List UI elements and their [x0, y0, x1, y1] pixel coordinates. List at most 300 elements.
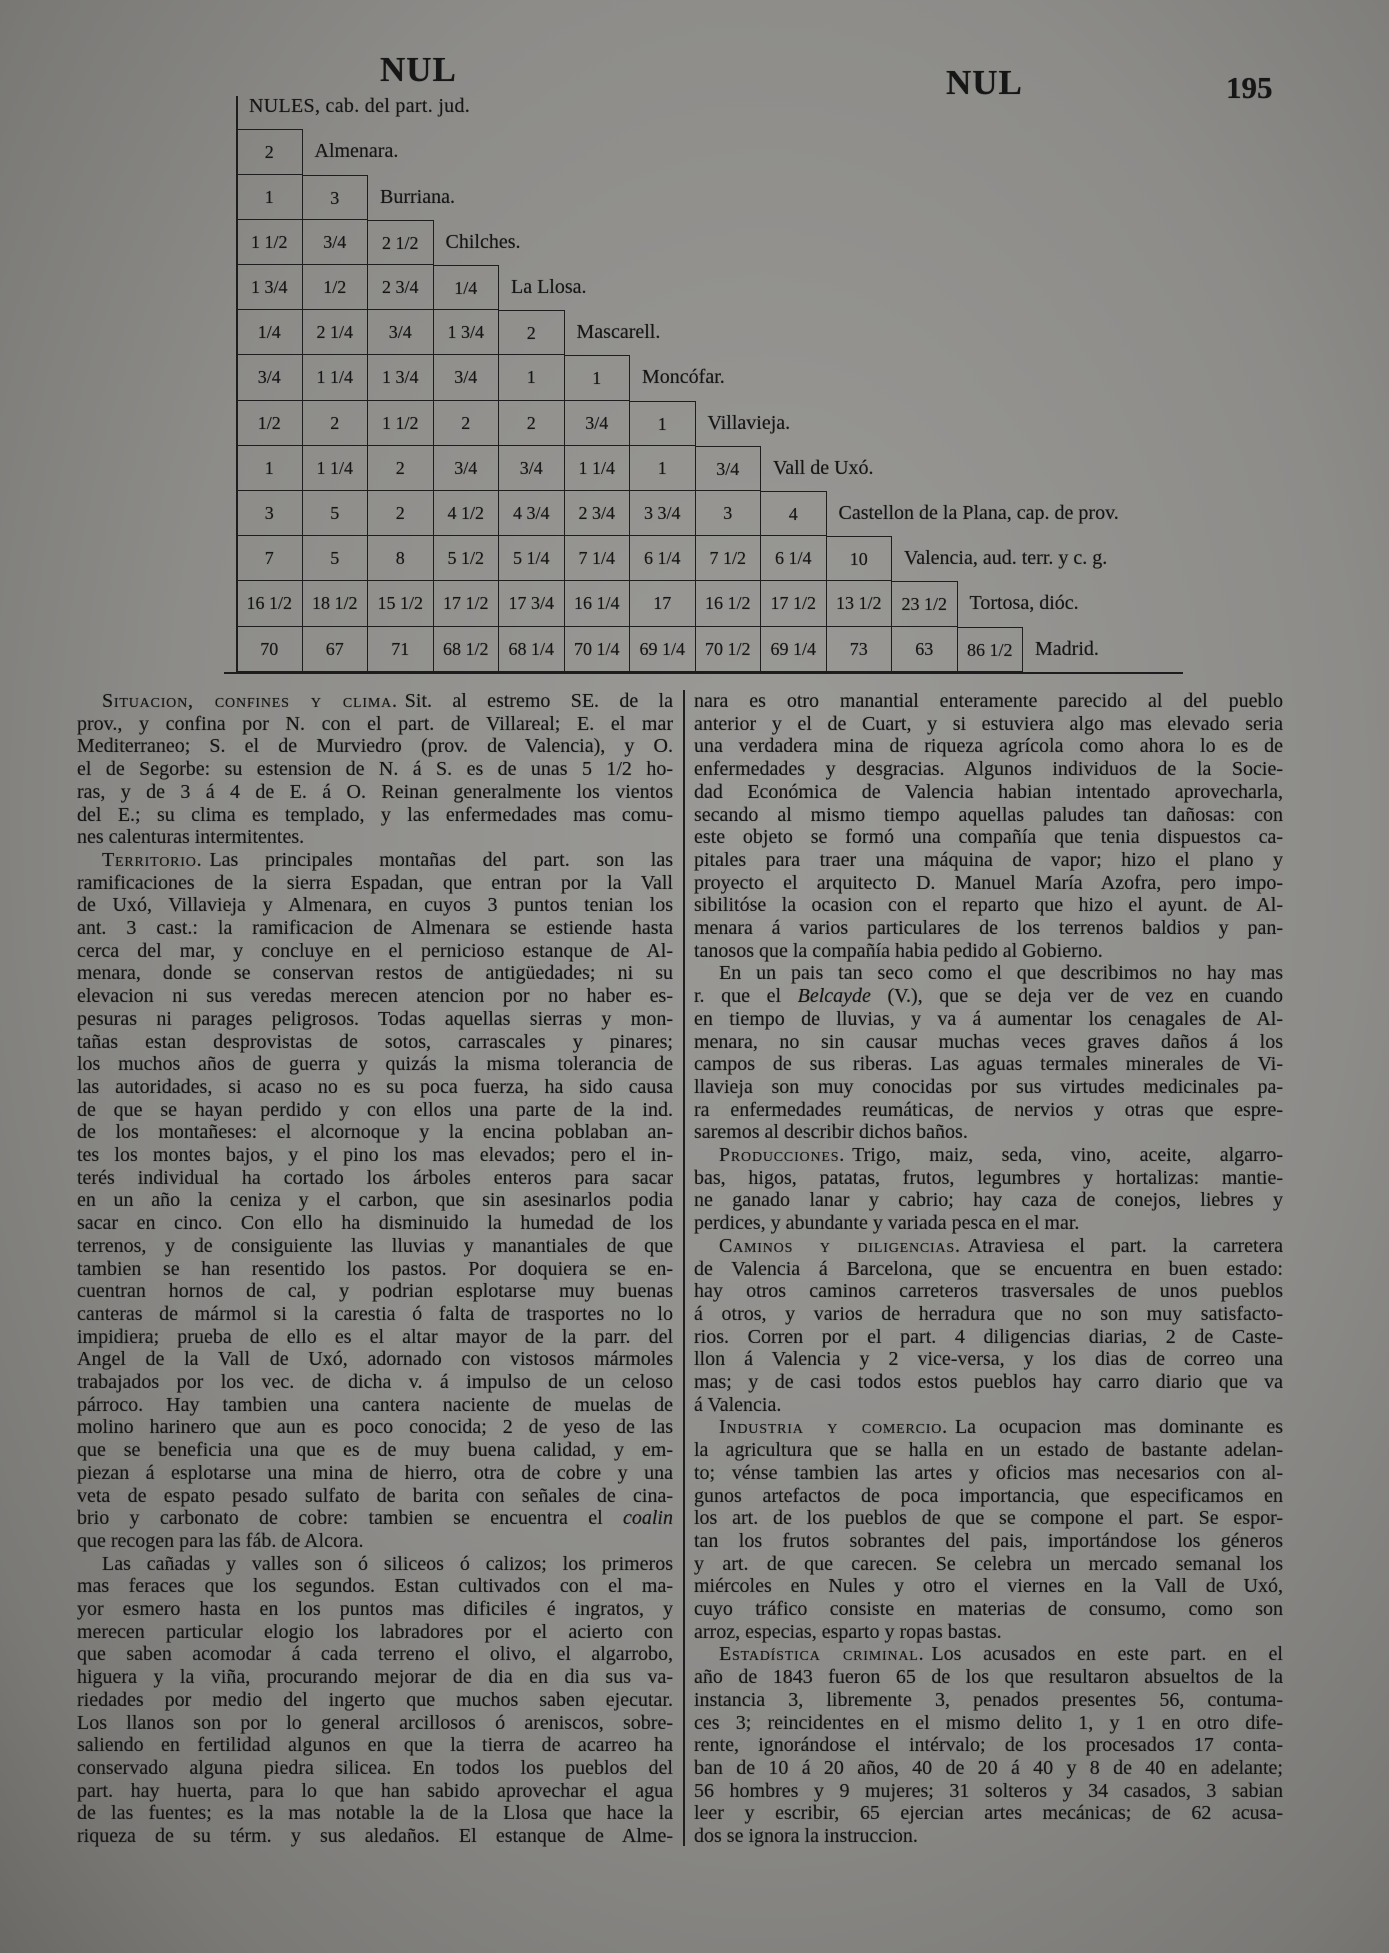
distance-cell: 2 3/4	[565, 491, 631, 536]
text-line	[694, 940, 1283, 963]
line-text: á Valencia.	[694, 1393, 782, 1416]
text-line	[77, 804, 673, 827]
distance-cell: 16 1/4	[565, 581, 631, 626]
text-line	[77, 1462, 673, 1485]
text-line	[77, 1712, 673, 1735]
text-line	[694, 872, 1283, 895]
distance-cell: 17 3/4	[499, 581, 565, 626]
line-text: que se beneficia una que es de muy buena calidad, y em-	[77, 1439, 673, 1462]
distance-cell: 3	[696, 491, 762, 536]
distance-cell: 1 1/4	[303, 355, 369, 400]
distance-cell: 1 3/4	[434, 310, 500, 355]
line-text: En un pais tan seco como el que describimos no hay mas	[719, 962, 1283, 985]
line-text: las autoridades, si acaso no es su poca fuerza, ha sido causa	[77, 1075, 673, 1098]
distance-cell: 73	[827, 627, 893, 672]
text-line	[694, 1689, 1283, 1712]
distance-cell: 3/4	[565, 401, 631, 446]
text-line	[694, 1053, 1283, 1076]
running-head-center: NUL	[946, 63, 1023, 102]
line-text: higuera y la viña, procurando mejorar de dia en dia sus va-	[77, 1666, 673, 1689]
line-text: sacar en cinco. Con ello ha disminuido la humedad de los	[77, 1212, 673, 1235]
line-text: 56 hombres y 9 mujeres; 31 solteros y 34 casados, 3 sabian	[694, 1779, 1283, 1802]
text-line	[694, 826, 1283, 849]
line-text: secando al mismo tiempo aquellas paludes tan dañosas: con	[694, 803, 1283, 826]
distance-cell: 63	[892, 627, 958, 672]
text-line	[77, 1212, 673, 1235]
town-name: Mascarell.	[576, 321, 661, 344]
line-text: (V.), que se deja ver de vez en cuando	[870, 985, 1283, 1008]
line-text: en tiempo de lluvias, y va á aumentar los cenagales de Al-	[694, 1007, 1283, 1030]
line-text: tambien se han resentido los pastos. Por doquiera se en-	[77, 1257, 673, 1280]
distance-cell: 5 1/2	[434, 536, 500, 581]
line-text: impidiera; prueba de ello es el altar mayor de la parr. del	[77, 1325, 673, 1348]
line-text: sibilitóse la ocasion con el reparto que hizo el ayunt. de Al-	[694, 894, 1283, 917]
line-text: del E.; su clima es templado, y las enfermedades mas comu-	[77, 803, 673, 826]
text-line	[77, 1734, 673, 1757]
line-text: piezan á esplotarse una mina de hierro, otra de cobre y una	[77, 1461, 673, 1484]
italic-term: Belcayde	[797, 985, 871, 1008]
distance-cell: 1 3/4	[368, 355, 434, 400]
text-line	[694, 1076, 1283, 1099]
line-text: molino harinero que aun es poco conocida; 2 de yeso de las	[77, 1416, 673, 1439]
text-line	[694, 1099, 1283, 1122]
text-line	[77, 1189, 673, 1212]
line-text: part. hay huerta, para lo que han sabido aprovechar el agua	[77, 1779, 673, 1802]
text-line	[694, 1326, 1283, 1349]
distance-cell: 69 1/4	[761, 627, 827, 672]
line-text: bas, higos, patatas, frutos, legumbres y hortalizas: mantie-	[694, 1166, 1283, 1189]
distance-cell: 16 1/2	[696, 581, 762, 626]
line-text: dad Económica de Valencia habian intentado aprovecharla,	[694, 780, 1283, 803]
distance-cell: 3/4	[696, 446, 762, 491]
line-text: brio y carbonato de cobre: tambien se encuentra el	[77, 1507, 623, 1530]
text-line	[102, 1553, 673, 1576]
line-text: Las cañadas y valles son ó siliceos ó calizos; los primeros	[102, 1552, 673, 1575]
distance-cell: 2	[237, 129, 303, 174]
distance-cell: 2 1/2	[368, 220, 434, 265]
line-text: el de Segorbe: su estension de N. á S. es de unas 5 1/2 ho-	[77, 758, 673, 781]
line-text: tan los frutos sobrantes del pais, importándose los géneros	[694, 1529, 1283, 1552]
town-name: Villavieja.	[707, 411, 791, 434]
text-line	[77, 985, 673, 1008]
text-line	[694, 1530, 1283, 1553]
distance-cell: 1	[630, 446, 696, 491]
text-line	[77, 1802, 673, 1825]
line-text: pitales para traer una máquina de vapor; hizo el plano y	[694, 848, 1283, 871]
line-text: hay otros caminos carreteros trasversales de unos pueblos	[694, 1280, 1283, 1303]
distance-cell: 17 1/2	[761, 581, 827, 626]
line-text: merecen particular elogio los labradores por el acierto con	[77, 1620, 673, 1643]
line-text: ant. 3 cast.: la ramificacion de Almenara se estiende hasta	[77, 917, 673, 939]
line-text: párroco. Hay tambien una cantera naciente de muelas de	[77, 1393, 673, 1416]
distance-cell: 2	[368, 491, 434, 536]
text-line	[77, 917, 673, 940]
text-line	[77, 1099, 673, 1122]
line-text: terés individual ha cortado los árboles enteros para sacar	[77, 1166, 673, 1189]
line-text: riqueza de su térm. y sus aledaños. El estanque de Alme-	[77, 1825, 673, 1847]
distance-cell: 1	[630, 401, 696, 446]
distance-cell: 3/4	[434, 355, 500, 400]
text-line	[77, 940, 673, 963]
line-text: cuyo tráfico consiste en materias de consumo, como son	[694, 1598, 1283, 1620]
section-heading: Industria y comercio.	[719, 1416, 948, 1439]
line-text: veta de espato pesado sulfato de barita con señales de cina-	[77, 1484, 673, 1507]
left-text-column	[77, 690, 673, 1850]
section-heading: Territorio.	[102, 848, 203, 871]
text-line	[77, 1326, 673, 1349]
text-line	[694, 713, 1283, 736]
text-line	[719, 1235, 1283, 1258]
text-line	[77, 1076, 673, 1099]
text-line	[694, 894, 1283, 917]
text-line	[694, 781, 1283, 804]
line-text: ces 3; reincidentes en el mismo delito 1, y 1 en otro dife-	[694, 1711, 1283, 1734]
town-name: Vall de Uxó.	[773, 456, 874, 479]
line-text: saliendo en fertilidad algunos en que la tierra de acarreo ha	[77, 1734, 673, 1757]
text-line	[694, 690, 1283, 713]
line-text: de Valencia á Barcelona, que se encuentra en buen estado:	[694, 1257, 1283, 1280]
distance-cell: 68 1/4	[499, 627, 565, 672]
text-line	[77, 1689, 673, 1712]
line-text: una verdadera mina de riqueza agrícola como ahora lo es de	[694, 735, 1283, 758]
line-text: y art. de que carecen. Se celebra un mercado semanal los	[694, 1552, 1283, 1575]
text-line	[77, 1598, 673, 1621]
distance-cell: 2	[499, 401, 565, 446]
distance-cell: 2	[434, 401, 500, 446]
text-line	[77, 826, 673, 849]
line-text: nes calenturas intermitentes.	[77, 826, 305, 849]
text-line	[694, 1394, 1283, 1417]
text-line	[77, 1121, 673, 1144]
line-text: llavieja son muy conocidas por sus virtudes medicinales pa-	[694, 1075, 1283, 1098]
distance-cell: 1	[237, 446, 303, 491]
text-line	[102, 849, 673, 872]
distance-cell: 3/4	[499, 446, 565, 491]
town-name: Castellon de la Plana, cap. de prov.	[838, 502, 1119, 524]
distance-cell: 1/4	[434, 265, 500, 310]
text-line	[77, 872, 673, 895]
line-text: La ocupacion mas dominante es	[954, 1416, 1283, 1439]
text-line	[77, 1167, 673, 1190]
distance-cell: 2 3/4	[368, 265, 434, 310]
line-text: Las principales montañas del part. son las	[209, 848, 673, 871]
distance-cell: 86 1/2	[958, 627, 1024, 672]
line-text: gunos artefactos de poca importancia, que especificamos en	[694, 1484, 1283, 1507]
distance-cell: 2	[499, 310, 565, 355]
line-text: ramificaciones de la sierra Espadan, que entran por la Vall	[77, 871, 673, 894]
text-line	[694, 1008, 1283, 1031]
line-text: rios. Corren por el part. 4 diligencias diarias, 2 de Caste-	[694, 1325, 1283, 1348]
line-text: elevacion ni sus veredas merecen atencion por no haber es-	[77, 985, 673, 1008]
line-text: Los llanos son por lo general arcillosos ó areniscos, sobre-	[77, 1711, 673, 1734]
line-text: de los montañeses: el alcornoque y la encina poblaban an-	[77, 1121, 673, 1144]
right-text-column	[694, 690, 1283, 1850]
line-text: nara es otro manantial enteramente parecido al del pueblo	[694, 690, 1283, 712]
distance-cell: 67	[303, 627, 369, 672]
line-text: los muchos años de guerra y quizás la misma tolerancia de	[77, 1053, 673, 1076]
text-line	[694, 985, 1283, 1008]
line-text: canteras de mármol si la carestia ó falta de trasportes no lo	[77, 1302, 673, 1325]
text-line	[77, 1394, 673, 1417]
text-line	[694, 1825, 1283, 1848]
text-line	[77, 1235, 673, 1258]
text-line	[77, 1053, 673, 1076]
distance-cell: 2	[368, 446, 434, 491]
line-text: terrenos, y de consiguiente las lluvias y manantiales de que	[77, 1234, 673, 1257]
section-heading: Producciones.	[719, 1144, 846, 1166]
line-text: pesuras ni parages peligrosos. Todas aquellas sierras y mon-	[77, 1007, 673, 1030]
distance-cell: 1	[237, 175, 303, 220]
distance-cell: 13 1/2	[827, 581, 893, 626]
text-line	[694, 758, 1283, 781]
text-line	[694, 1031, 1283, 1054]
line-text: ban de 10 á 20 años, 40 de 20 á 40 y 8 de 40 en adelante;	[694, 1756, 1283, 1779]
text-line	[694, 1371, 1283, 1394]
text-line	[694, 1167, 1283, 1190]
line-text: de Uxó, Villavieja y Almenara, en cuyos 3 puntos tenian los	[77, 894, 673, 917]
line-text: ne ganado lanar y cabrio; hay caza de conejos, liebres y	[694, 1189, 1283, 1212]
distance-cell: 3	[237, 491, 303, 536]
distance-cell: 3	[303, 175, 369, 220]
line-text: rente, ignorándose el intérvalo; de los procesados 17 conta-	[694, 1734, 1283, 1757]
distance-cell: 1 1/4	[303, 446, 369, 491]
line-text: conservado alguna piedra silicea. En todos los pueblos del	[77, 1756, 673, 1779]
text-line	[694, 1189, 1283, 1212]
italic-term: coalin	[623, 1507, 673, 1530]
distance-cell: 1 1/2	[237, 220, 303, 265]
line-text: este objeto se formó una compañía que tenia dispuestos ca-	[694, 826, 1283, 849]
distance-cell: 3/4	[303, 220, 369, 265]
line-text: anterior y el de Cuart, y si estuviera algo mas elevado seria	[694, 712, 1283, 735]
line-text: de que se hayan perdido y con ellos una parte de la ind.	[77, 1098, 673, 1121]
text-line	[694, 1621, 1283, 1644]
text-line	[694, 1666, 1283, 1689]
distance-cell: 1	[499, 355, 565, 400]
distance-cell: 1/4	[237, 310, 303, 355]
text-line	[77, 1258, 673, 1281]
text-line	[719, 1144, 1283, 1167]
distance-cell: 70 1/2	[696, 627, 762, 672]
line-text: yor esmero hasta en los puntos mas dificiles é ingratos, y	[77, 1598, 673, 1620]
text-line	[77, 1439, 673, 1462]
text-line	[77, 1348, 673, 1371]
line-text: tes los montes bajos, y el pino los mas elevados; pero el in-	[77, 1144, 673, 1166]
line-text: tañas estan desprovistas de sotos, carrascales y pinares;	[77, 1030, 673, 1053]
text-line	[694, 1553, 1283, 1576]
line-text: Los acusados en este part. en el	[931, 1643, 1283, 1666]
distance-cell: 69 1/4	[630, 627, 696, 672]
line-text: instancia 3, libremente 3, penados presentes 56, contuma-	[694, 1688, 1283, 1711]
line-text: ra enfermedades reumáticas, de nervios y otras que espre-	[694, 1098, 1283, 1121]
town-name: Tortosa, dióc.	[969, 592, 1079, 615]
distance-cell: 4	[761, 491, 827, 536]
text-line	[77, 1144, 673, 1167]
text-line	[694, 849, 1283, 872]
text-line	[694, 917, 1283, 940]
distance-cell: 3/4	[434, 446, 500, 491]
line-text: riedades por medio del ingerto que muchos saben ejecutar.	[77, 1688, 673, 1711]
line-text: leer y escribir, 65 ejercian artes mecánicas; de 62 acusa-	[694, 1802, 1283, 1825]
distance-cell: 1/2	[237, 401, 303, 446]
line-text: que saben acomodar á cada terreno el olivo, el algarrobo,	[77, 1643, 673, 1666]
distance-cell: 5	[303, 536, 369, 581]
distance-cell: 16 1/2	[237, 581, 303, 626]
line-text: r. que el	[694, 985, 798, 1008]
text-line	[694, 1258, 1283, 1281]
distance-cell: 3 3/4	[630, 491, 696, 536]
table-bottom-rule	[224, 672, 1183, 674]
line-text: menara, donde se conservan restos de antigüedades; ni su	[77, 962, 673, 985]
line-text: perdices, y abundante y variada pesca en el mar.	[694, 1212, 1080, 1235]
distance-cell: 18 1/2	[303, 581, 369, 626]
line-text: trabajados por los vec. de dicha v. á impulso de un celoso	[77, 1371, 673, 1393]
line-text: ras, y de 3 á 4 de E. á O. Reinan generalmente los vientos	[77, 780, 673, 803]
distance-cell: 70	[237, 627, 303, 672]
town-name: La Llosa.	[511, 276, 587, 298]
line-text: año de 1843 fueron 65 de los que resultaron absueltos de la	[694, 1666, 1283, 1689]
line-text: cerca del mar, y concluye en el pernicioso estanque de Al-	[77, 939, 673, 962]
line-text: saremos al describir dichos baños.	[694, 1121, 968, 1144]
text-line	[77, 1507, 673, 1530]
line-text: en un año la ceniza y el carbon, que sin asesinarlos podia	[77, 1189, 673, 1212]
text-line	[694, 804, 1283, 827]
distance-cell: 6 1/4	[761, 536, 827, 581]
text-line	[694, 1507, 1283, 1530]
text-line	[694, 1712, 1283, 1735]
line-text: Angel de la Vall de Uxó, adornado con vistosos mármoles	[77, 1348, 673, 1371]
town-name: Almenara.	[314, 140, 399, 163]
line-text: la agricultura que se halla en un estado de bastante adelan-	[694, 1439, 1283, 1462]
page-number: 195	[1226, 70, 1273, 105]
line-text: tanosos que la compañía habia pedido al Gobierno.	[694, 939, 1103, 962]
text-line	[77, 1371, 673, 1394]
line-text: campos de sus riberas. Las aguas termales minerales de Vi-	[694, 1053, 1283, 1076]
text-line	[694, 1462, 1283, 1485]
text-line	[77, 1757, 673, 1780]
line-text: menara á varios particulares de los terrenos baldios y pan-	[694, 917, 1283, 939]
distance-cell: 4 1/2	[434, 491, 500, 536]
line-text: Atraviesa el part. la carretera	[967, 1234, 1283, 1257]
line-text: to; vénse tambien las artes y oficios mas necesarios con al-	[694, 1461, 1283, 1484]
distance-cell: 17 1/2	[434, 581, 500, 626]
text-line	[77, 758, 673, 781]
line-text: llon á Valencia y 2 vice-versa, y los dias de correo una	[694, 1348, 1283, 1371]
text-line	[694, 1598, 1283, 1621]
distance-cell: 1 1/4	[565, 446, 631, 491]
text-line	[694, 1802, 1283, 1825]
town-name: Chilches.	[445, 230, 521, 253]
table-title: NULES, cab. del part. jud.	[249, 95, 471, 118]
text-line	[77, 1303, 673, 1326]
text-line	[694, 1757, 1283, 1780]
text-line	[77, 781, 673, 804]
distance-cell: 2	[303, 401, 369, 446]
distance-cell: 6 1/4	[630, 536, 696, 581]
text-line	[77, 1825, 673, 1848]
distance-cell: 1 3/4	[237, 265, 303, 310]
text-line	[719, 962, 1283, 985]
text-line	[694, 1212, 1283, 1235]
section-heading: Caminos y diligencias.	[719, 1234, 961, 1257]
text-line	[77, 1485, 673, 1508]
text-line	[694, 1121, 1283, 1144]
line-text: proyecto el arquitecto D. Manuel María Azofra, pero impo-	[694, 871, 1283, 894]
line-text: mas feraces que los segundos. Estan cultivados con el ma-	[77, 1575, 673, 1598]
town-name: Madrid.	[1035, 637, 1099, 660]
text-line	[102, 690, 673, 713]
text-line	[694, 1439, 1283, 1462]
line-text: miércoles en Nules y otro el viernes en la Vall de Uxó,	[694, 1575, 1283, 1598]
distance-cell: 17	[630, 581, 696, 626]
line-text: dos se ignora la instruccion.	[694, 1825, 918, 1847]
line-text: que recogen para las fáb. de Alcora.	[77, 1529, 364, 1552]
text-line	[77, 1008, 673, 1031]
distance-cell: 7 1/4	[565, 536, 631, 581]
distance-cell: 5 1/4	[499, 536, 565, 581]
distance-cell: 68 1/2	[434, 627, 500, 672]
line-text: Mediterraneo; S. el de Murviedro (prov. de Valencia), y O.	[77, 735, 673, 758]
distance-cell: 2 1/4	[303, 310, 369, 355]
distance-cell: 3/4	[237, 355, 303, 400]
text-line	[694, 1280, 1283, 1303]
text-line	[77, 1621, 673, 1644]
distance-cell: 10	[827, 536, 893, 581]
text-line	[694, 1485, 1283, 1508]
section-heading: Estadística criminal.	[719, 1643, 925, 1666]
text-line	[77, 1280, 673, 1303]
distance-cell: 23 1/2	[892, 581, 958, 626]
text-line	[77, 1666, 673, 1689]
text-line	[77, 713, 673, 736]
text-line	[694, 1734, 1283, 1757]
distance-cell: 5	[303, 491, 369, 536]
line-text: Trigo, maiz, seda, vino, aceite, algarro-	[852, 1144, 1283, 1166]
line-text: Sit. al estremo SE. de la	[404, 690, 673, 712]
text-line	[694, 735, 1283, 758]
text-line	[77, 735, 673, 758]
text-line	[694, 1303, 1283, 1326]
distance-cell: 1/2	[303, 265, 369, 310]
text-line	[694, 1780, 1283, 1803]
text-line	[77, 1031, 673, 1054]
running-head-left: NUL	[380, 50, 457, 89]
distance-cell: 7 1/2	[696, 536, 762, 581]
section-heading: Situacion, confines y clima.	[102, 690, 398, 712]
distance-cell: 4 3/4	[499, 491, 565, 536]
line-text: arroz, especias, esparto y ropas bastas.	[694, 1620, 1002, 1643]
distance-cell: 15 1/2	[368, 581, 434, 626]
text-line	[719, 1416, 1283, 1439]
text-line	[77, 1530, 673, 1553]
line-text: menara, no sin causar muchas veces graves daños á los	[694, 1030, 1283, 1053]
distance-cell: 8	[368, 536, 434, 581]
line-text: á otros, y varios de herradura que no son muy satisfacto-	[694, 1302, 1283, 1325]
line-text: de las fuentes; es la mas notable la de la Llosa que hace la	[77, 1802, 673, 1825]
line-text: prov., y confina por N. con el part. de Villareal; E. el mar	[77, 712, 673, 735]
line-text: mas; y de casi todos estos pueblos hay carro diario que va	[694, 1371, 1283, 1393]
distance-table	[0, 0, 1389, 690]
town-name: Burriana.	[380, 185, 455, 208]
distance-cell: 71	[368, 627, 434, 672]
distance-cell: 7	[237, 536, 303, 581]
line-text: cuentran hornos de cal, y podrian esplotarse muy buenas	[77, 1280, 673, 1303]
text-line	[77, 894, 673, 917]
text-line	[77, 962, 673, 985]
town-name: Valencia, aud. terr. y c. g.	[904, 547, 1108, 570]
text-line	[719, 1643, 1283, 1666]
town-name: Moncófar.	[642, 366, 725, 389]
distance-cell: 3/4	[368, 310, 434, 355]
